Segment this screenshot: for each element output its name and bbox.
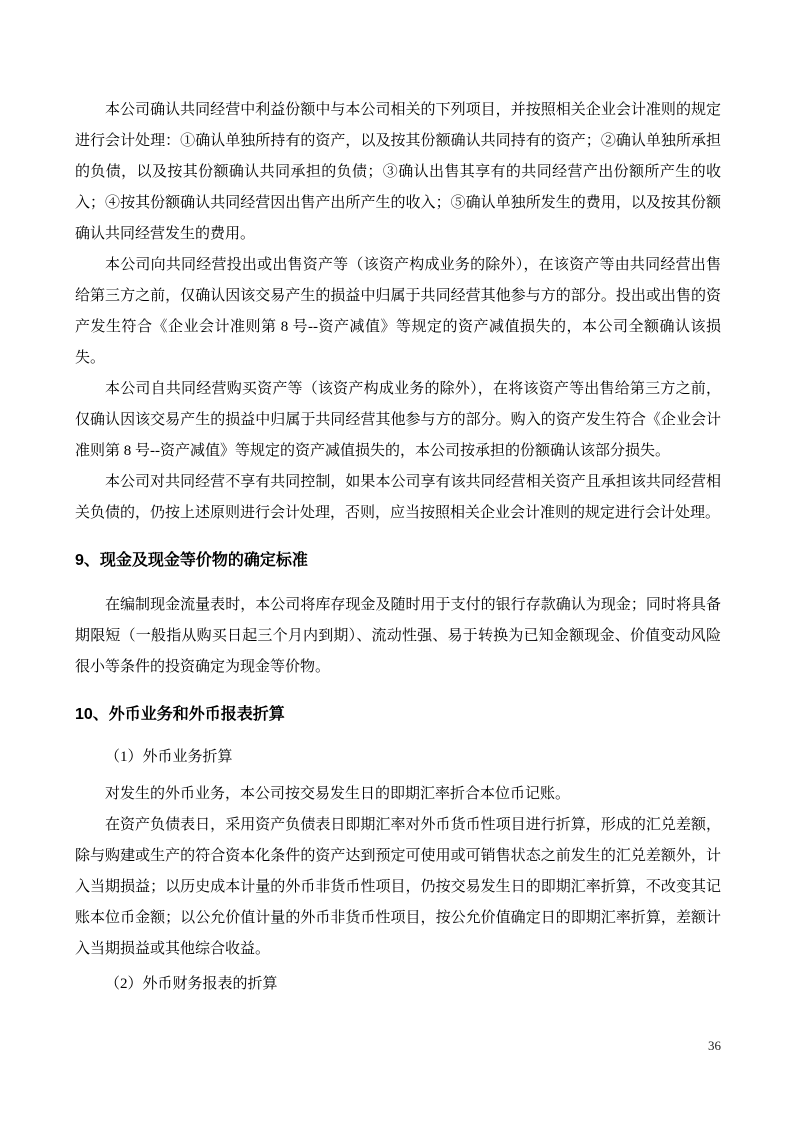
section-9-heading: 9、现金及现金等价物的确定标准 xyxy=(75,552,308,569)
page-number: 36 xyxy=(708,1038,721,1053)
paragraph-joint-operations-no-joint-control: 本公司对共同经营不享有共同控制，如果本公司享有该共同经营相关资产且承担该共同经营相关负债的，仍按上述原则进行会计处理，否则，应当按照相关企业会计准则的规定进行会计处理。 xyxy=(75,474,721,521)
document-body xyxy=(75,95,721,1000)
paragraph-cash-equivalents: 在编制现金流量表时，本公司将库存现金及随时用于支付的银行存款确认为现金；同时将具备期限短（一般指从购买日起三个月内到期）、流动性强、易于转换为已知金额现金、价值变动风险很小等条件的投资确定为现金等价物。 xyxy=(75,597,721,675)
paragraph-fx-balance-sheet-date: 在资产负债表日，采用资产负债表日即期汇率对外币货币性项目进行折算，形成的汇兑差额，除与购建或生产的符合资本化条件的资产达到预定可使用或可销售状态之前发生的汇兑差额外，计入当期损益；以历史成本计量的外币非货币性项目，仍按交易发生日的即期汇率折算，不改变其记账本位币金额；以公允价值计量的外币非货币性项目，按公允价值确定日的即期汇率折算，差额计入当期损益或其他综合收益。 xyxy=(75,817,721,957)
paragraph-joint-operations-recognition: 本公司确认共同经营中利益份额中与本公司相关的下列项目，并按照相关企业会计准则的规定进行会计处理：①确认单独所持有的资产，以及按其份额确认共同持有的资产；②确认单独所承担的负债，以及按其份额确认共同承担的负债；③确认出售其享有的共同经营产出份额所产生的收入；④按其份额确认共同经营因出售产出所产生的收入；⑤确认单独所发生的费用，以及按其份额确认共同经营发生的费用。 xyxy=(75,102,721,242)
paragraph-joint-operations-asset-purchase: 本公司自共同经营购买资产等（该资产构成业务的除外），在将该资产等出售给第三方之前，仅确认因该交易产生的损益中归属于共同经营其他参与方的部分。购入的资产发生符合《企业会计准则第 8 号--资产减值》等规定的资产减值损失的，本公司按承担的份额确认该部分损失。 xyxy=(75,381,721,459)
subsection-2-heading-foreign-currency-statements: （2）外币财务报表的折算 xyxy=(105,976,278,992)
subsection-1-heading-foreign-currency-transactions: （1）外币业务折算 xyxy=(105,749,233,765)
paragraph-joint-operations-asset-contribution: 本公司向共同经营投出或出售资产等（该资产构成业务的除外），在该资产等由共同经营出售给第三方之前，仅确认因该交易产生的损益中归属于共同经营其他参与方的部分。投出或出售的资产发生符合《企业会计准则第 8 号--资产减值》等规定的资产减值损失的，本公司全额确认该损失。 xyxy=(75,257,721,366)
paragraph-fx-spot-rate: 对发生的外币业务，本公司按交易发生日的即期汇率折合本位币记账。 xyxy=(105,786,571,802)
section-10-heading: 10、外币业务和外币报表折算 xyxy=(75,706,285,723)
